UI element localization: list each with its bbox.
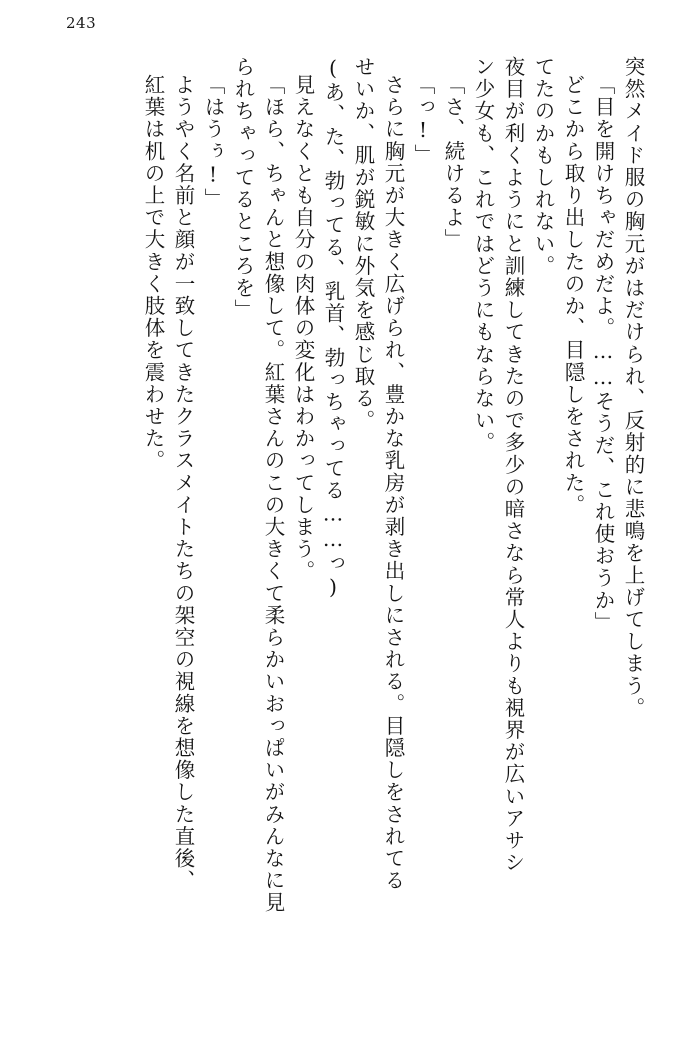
text-line: てたのかもしれない。 xyxy=(531,56,555,277)
text-line: 「ほら、ちゃんと想像して。紅葉さんのこの大きくて柔らかいおっぱいがみんなに見 xyxy=(261,74,285,914)
text-line: 突然メイド服の胸元がはだけられ、反射的に悲鳴を上げてしまう。 xyxy=(621,56,645,719)
text-line: (あ、た、勃ってる、乳首、勃っちゃってる……っ) xyxy=(321,56,345,601)
page-number: 243 xyxy=(66,14,97,32)
text-line: 見えなくとも自分の肉体の変化はわかってしまう。 xyxy=(291,74,315,583)
vertical-text-body xyxy=(40,56,643,1016)
text-line: ン少女も、これではどうにもならない。 xyxy=(471,56,495,454)
text-line: 「はうぅ!」 xyxy=(201,74,225,211)
text-line: せいか、肌が鋭敏に外気を感じ取る。 xyxy=(351,56,375,432)
text-line: 「目を開けちゃだめだよ。……そうだ、これ使おうか」 xyxy=(591,74,615,634)
text-line: 「さ、続けるよ」 xyxy=(441,74,465,251)
text-line: ようやく名前と顔が一致してきたクラスメイトたちの架空の視線を想像した直後、 xyxy=(171,74,195,892)
text-line: られちゃってるところを」 xyxy=(231,56,255,322)
text-line: 「っ!」 xyxy=(411,74,435,166)
text-line: さらに胸元が大きく広げられ、豊かな乳房が剥き出しにされる。目隠しをされてる xyxy=(381,74,405,892)
text-line: 紅葉は机の上で大きく肢体を震わせた。 xyxy=(141,74,165,472)
text-line: 夜目が利くようにと訓練してきたので多少の暗さなら常人よりも視界が広いアサシ xyxy=(501,56,525,874)
text-line: どこから取り出したのか、目隠しをされた。 xyxy=(561,74,585,516)
